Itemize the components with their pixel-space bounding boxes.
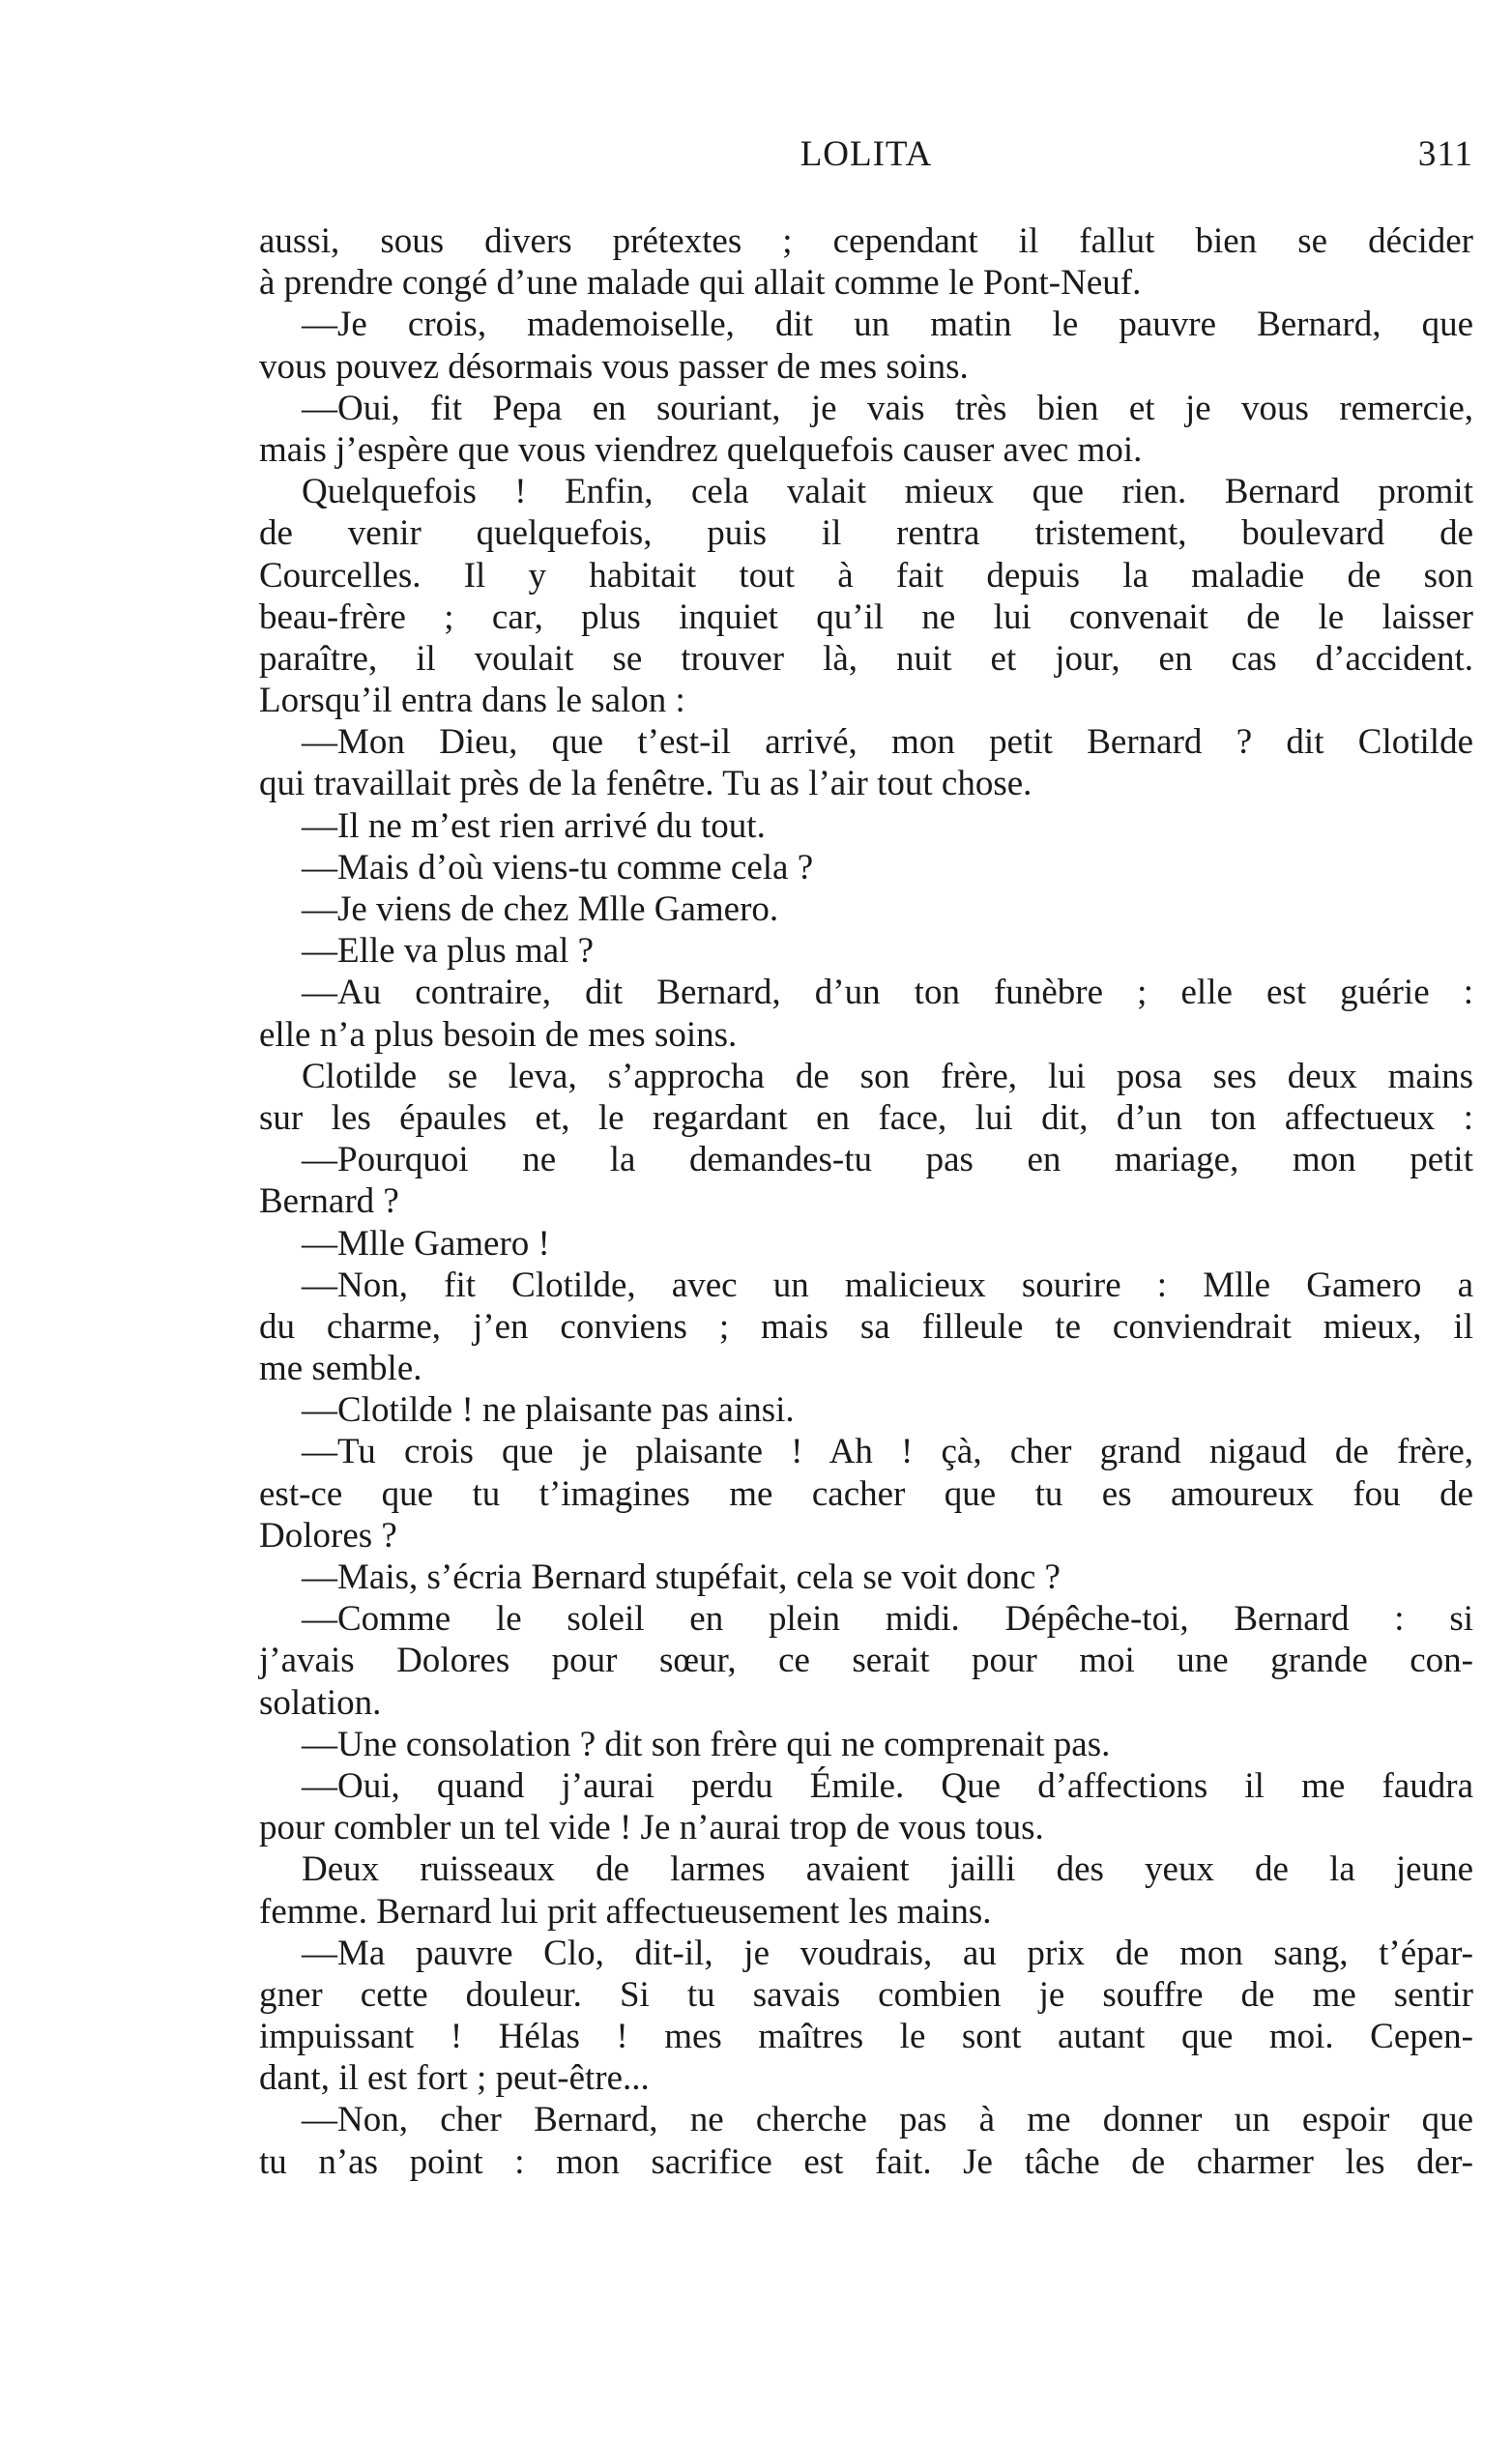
text-line: Clotilde se leva, s’approcha de son frère, lui posa ses deux mains <box>302 1056 1473 1096</box>
text-line: sur les épaules et, le regardant en face, lui dit, d’un ton affectueux : <box>259 1097 1473 1138</box>
text-line: Quelquefois ! Enfin, cela valait mieux que rien. Bernard promit <box>302 472 1473 512</box>
running-head <box>259 133 1473 182</box>
text-line: Bernard ? <box>259 1181 399 1222</box>
text-line: paraître, il voulait se trouver là, nuit et jour, en cas d’accident. <box>259 638 1473 679</box>
text-line: —Oui, quand j’aurai perdu Émile. Que d’affections il me faudra <box>302 1765 1473 1806</box>
text-line: Lorsqu’il entra dans le salon : <box>259 681 685 721</box>
text-line: —Tu crois que je plaisante ! Ah ! çà, cher grand nigaud de frère, <box>302 1432 1473 1472</box>
text-line: —Clotilde ! ne plaisante pas ainsi. <box>302 1390 795 1431</box>
text-line: aussi, sous divers prétextes ; cependant il fallut bien se décider <box>259 221 1473 261</box>
text-line: j’avais Dolores pour sœur, ce serait pour moi une grande con- <box>259 1641 1473 1681</box>
text-line: impuissant ! Hélas ! mes maîtres le sont autant que moi. Cepen- <box>259 2017 1473 2057</box>
page-number: 311 <box>1417 134 1473 174</box>
text-line: gner cette douleur. Si tu savais combien je souffre de me sentir <box>259 1974 1473 2015</box>
text-line: —Mais d’où viens-tu comme cela ? <box>302 847 814 887</box>
text-line: —Oui, fit Pepa en souriant, je vais très bien et je vous remercie, <box>302 388 1473 428</box>
text-line: —Non, cher Bernard, ne cherche pas à me donner un espoir que <box>302 2100 1473 2140</box>
text-line: dant, il est fort ; peut-être... <box>259 2058 650 2099</box>
text-line: —Mon Dieu, que t’est-il arrivé, mon petit Bernard ? dit Clotilde <box>302 722 1473 763</box>
text-line: —Mlle Gamero ! <box>302 1223 550 1264</box>
text-line: vous pouvez désormais vous passer de mes soins. <box>259 346 969 387</box>
text-line: à prendre congé d’une malade qui allait comme le Pont-Neuf. <box>259 263 1142 304</box>
text-line: beau-frère ; car, plus inquiet qu’il ne lui convenait de le laisser <box>259 596 1473 637</box>
text-line: —Comme le soleil en plein midi. Dépêche-toi, Bernard : si <box>302 1599 1473 1640</box>
text-line: du charme, j’en conviens ; mais sa filleule te conviendrait mieux, il <box>259 1306 1473 1347</box>
text-line: est-ce que tu t’imagines me cacher que tu es amoureux fou de <box>259 1473 1473 1514</box>
text-line: —Je viens de chez Mlle Gamero. <box>302 889 779 929</box>
text-line: —Non, fit Clotilde, avec un malicieux sourire : Mlle Gamero a <box>302 1265 1473 1305</box>
text-line: femme. Bernard lui prit affectueusement les mains. <box>259 1891 992 1932</box>
text-line: Courcelles. Il y habitait tout à fait depuis la maladie de son <box>259 555 1473 596</box>
body-text <box>259 220 1473 2183</box>
text-line: —Pourquoi ne la demandes-tu pas en mariage, mon petit <box>302 1140 1473 1180</box>
text-line: qui travaillait près de la fenêtre. Tu as l’air tout chose. <box>259 764 1032 804</box>
text-line: —Au contraire, dit Bernard, d’un ton funèbre ; elle est guérie : <box>302 973 1473 1013</box>
text-line: solation. <box>259 1682 382 1723</box>
text-line: —Elle va plus mal ? <box>302 931 595 972</box>
text-line: de venir quelquefois, puis il rentra tristement, boulevard de <box>259 513 1473 554</box>
text-line: —Je crois, mademoiselle, dit un matin le pauvre Bernard, que <box>302 305 1473 345</box>
text-line: —Une consolation ? dit son frère qui ne comprenait pas. <box>302 1724 1111 1764</box>
text-line: pour combler un tel vide ! Je n’aurai trop de vous tous. <box>259 1808 1044 1848</box>
text-line: mais j’espère que vous viendrez quelquefois causer avec moi. <box>259 429 1143 470</box>
text-line: Dolores ? <box>259 1515 397 1556</box>
running-title: LOLITA <box>800 134 933 174</box>
text-line: me semble. <box>259 1349 422 1389</box>
text-line: Deux ruisseaux de larmes avaient jailli des yeux de la jeune <box>302 1849 1473 1890</box>
text-line: elle n’a plus besoin de mes soins. <box>259 1014 738 1055</box>
text-line: tu n’as point : mon sacrifice est fait. Je tâche de charmer les der- <box>259 2141 1473 2182</box>
text-line: —Il ne m’est rien arrivé du tout. <box>302 805 766 846</box>
text-line: —Mais, s’écria Bernard stupéfait, cela se voit donc ? <box>302 1557 1061 1597</box>
text-line: —Ma pauvre Clo, dit-il, je voudrais, au prix de mon sang, t’épar- <box>302 1933 1473 1973</box>
